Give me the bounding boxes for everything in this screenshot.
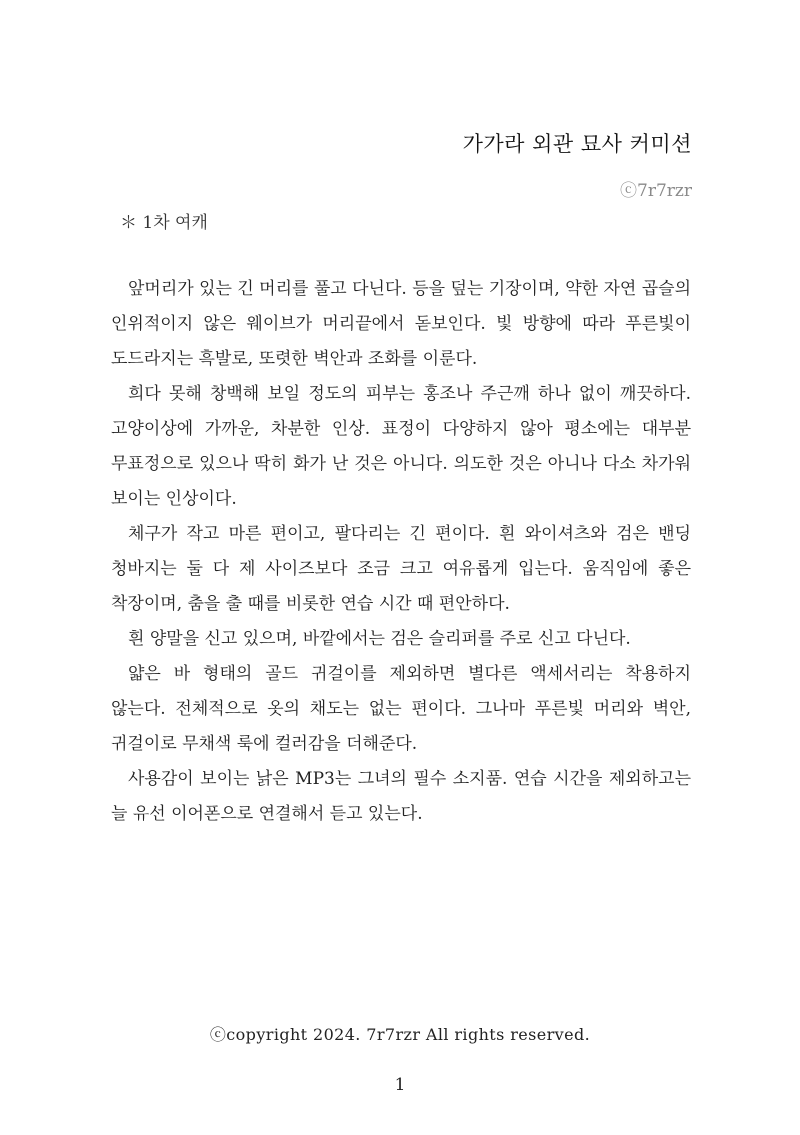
body-text <box>111 272 691 832</box>
page-number: 1 <box>394 1075 406 1095</box>
page-title: 가가라 외관 묘사 커미션 <box>462 132 692 156</box>
paragraph-footwear: 흰 양말을 신고 있으며, 바깥에서는 검은 슬리퍼를 주로 신고 다닌다. <box>128 629 631 649</box>
paragraph-face: 희다 못해 창백해 보일 정도의 피부는 홍조나 주근깨 하나 없이 깨끗하다. 고양이상에 가까운, 차분한 인상. 표정이 다양하지 않아 평소에는 대부분 무표정으로 있으나 딱히 화가 난 것은 아니다. 의도한 것은 아니나 다소 차가워 보이는 인상이다. <box>111 384 691 509</box>
paragraph-hair: 앞머리가 있는 긴 머리를 풀고 다닌다. 등을 덮는 기장이며, 약한 자연 곱슬의 인위적이지 않은 웨이브가 머리끝에서 돋보인다. 빛 방향에 따라 푸른빛이 도드라지는 흑발로, 또렷한 벽안과 조화를 이룬다. <box>111 279 691 369</box>
paragraph-accessories: 얇은 바 형태의 골드 귀걸이를 제외하면 별다른 액세서리는 착용하지 않는다. 전체적으로 옷의 채도는 없는 편이다. 그나마 푸른빛 머리와 벽안, 귀걸이로 무채색 룩에 컬러감을 더해준다. <box>111 664 691 754</box>
section-heading: ＊ 1차 여캐 <box>120 213 208 233</box>
paragraph-belongings: 사용감이 보이는 낡은 MP3는 그녀의 필수 소지품. 연습 시간을 제외하고는 늘 유선 이어폰으로 연결해서 듣고 있는다. <box>111 769 691 824</box>
paragraph-outfit: 체구가 작고 마른 편이고, 팔다리는 긴 편이다. 흰 와이셔츠와 검은 밴딩 청바지는 둘 다 제 사이즈보다 조금 크고 여유롭게 입는다. 움직임에 좋은 착장이며, 춤을 출 때를 비롯한 연습 시간 때 편안하다. <box>111 524 691 614</box>
copyright-notice: ⓒcopyright 2024. 7r7rzr All rights reserved. <box>209 1025 591 1044</box>
author-credit: ⓒ7r7rzr <box>620 181 692 201</box>
